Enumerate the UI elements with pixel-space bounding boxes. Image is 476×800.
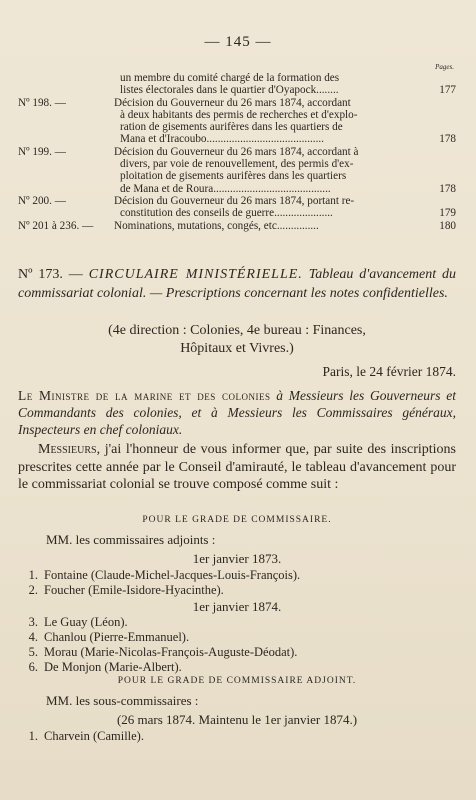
toc-line: de Mana et de Roura.......................................... xyxy=(120,182,331,195)
toc-line: un membre du comité chargé de la formation des xyxy=(120,72,340,84)
list-item: 3. Le Guay (Léon). xyxy=(28,615,128,629)
toc-number: Nº 200. — xyxy=(18,194,66,207)
article-subject: Tableau d'avancement du commissariat colonial. — Prescriptions concernant les notes confidentielles. xyxy=(18,267,457,301)
body-text: j'ai l'honneur de vous informer que, par suite des inscriptions prescrites cette année par le Conseil d'amirauté, le tableau d'avancement pour le commissariat colonial se trouve composé comme suit : xyxy=(18,442,456,492)
toc-page: 179 xyxy=(439,207,456,220)
article-kind: CIRCULAIRE MINISTÉRIELLE. xyxy=(88,267,303,282)
list-item: 5. Morau (Marie-Nicolas-François-Auguste-Déodat). xyxy=(28,645,298,659)
body-paragraph xyxy=(18,441,456,494)
addressee-recipients: à Messieurs les Gouverneurs et Commandants des colonies, et à Messieurs les Commissaires généraux, Inspecteurs en chef coloniaux. xyxy=(18,388,457,437)
article-date: Paris, le 24 février 1874. xyxy=(322,364,456,379)
section-heading: POUR LE GRADE DE COMMISSAIRE. xyxy=(142,515,332,525)
group-date: (26 mars 1874. Maintenu le 1er janvier 1874.) xyxy=(116,712,358,727)
list-item: 2. Foucher (Emile-Isidore-Hyacinthe). xyxy=(28,583,224,597)
toc-entry xyxy=(18,220,458,232)
group-date: 1er janvier 1874. xyxy=(192,599,282,614)
toc-line: Mana et d'Iracoubo.......................................... xyxy=(120,133,324,146)
toc-line: ploitation de gisements aurifères dans les quartiers xyxy=(120,170,347,183)
name-list xyxy=(18,615,456,675)
toc-list xyxy=(18,72,458,232)
article-title xyxy=(18,266,456,303)
toc-entry xyxy=(18,72,458,97)
page-number: — 145 — xyxy=(204,34,272,50)
toc-number: Nº 198. — xyxy=(18,96,66,109)
direction-line: Hôpitaux et Vivres.) xyxy=(180,341,294,356)
toc-line: constitution des conseils de guerre..................... xyxy=(120,207,333,220)
direction-note xyxy=(18,322,456,358)
toc-line: divers, par voie de renouvellement, des permis d'ex- xyxy=(120,158,354,171)
toc-line: Nominations, mutations, congés, etc............... xyxy=(114,219,319,232)
name-list xyxy=(18,729,456,744)
pages-column-label: Pages. xyxy=(435,63,454,71)
article-number: Nº 173. — xyxy=(18,267,83,282)
direction-line: (4e direction : Colonies, 4e bureau : Finances, xyxy=(108,323,366,338)
addressee-sender: Le Ministre de la marine et des colonies xyxy=(18,388,271,403)
toc-line: listes électorales dans le quartier d'Oyapock........ xyxy=(120,84,339,97)
toc-page: 180 xyxy=(439,219,456,232)
toc-page: 177 xyxy=(439,84,456,97)
toc-line: Décision du Gouverneur du 26 mars 1874, portant re- xyxy=(114,194,355,207)
toc-line: ration de gisements aurifères dans les quartiers de xyxy=(120,121,343,134)
salutation: Messieurs, xyxy=(38,442,101,457)
group-date: 1er janvier 1873. xyxy=(192,551,282,566)
list-item: 6. De Monjon (Marie-Albert). xyxy=(28,660,182,674)
toc-entry xyxy=(18,195,458,220)
addressee xyxy=(18,387,456,438)
name-list xyxy=(18,568,456,598)
toc-number: Nº 201 à 236. — xyxy=(18,219,94,232)
list-item: 1. Charvein (Camille). xyxy=(28,729,144,743)
section-intro: MM. les sous-commissaires : xyxy=(46,693,199,708)
toc-page: 178 xyxy=(439,182,456,195)
toc-page: 178 xyxy=(439,133,456,146)
section-intro: MM. les commissaires adjoints : xyxy=(46,532,216,547)
section-heading: POUR LE GRADE DE COMMISSAIRE ADJOINT. xyxy=(117,676,357,686)
list-item: 4. Chanlou (Pierre-Emmanuel). xyxy=(28,630,190,644)
toc-number: Nº 199. — xyxy=(18,145,66,158)
toc-line: Décision du Gouverneur du 26 mars 1874, accordant xyxy=(114,96,351,109)
toc-line: Décision du Gouverneur du 26 mars 1874, accordant à xyxy=(114,145,359,158)
toc-entry xyxy=(18,146,458,195)
list-item: 1. Fontaine (Claude-Michel-Jacques-Louis-François). xyxy=(28,568,301,582)
toc-line: à deux habitants des permis de recherches et d'explo- xyxy=(120,108,358,121)
toc-entry xyxy=(18,97,458,146)
